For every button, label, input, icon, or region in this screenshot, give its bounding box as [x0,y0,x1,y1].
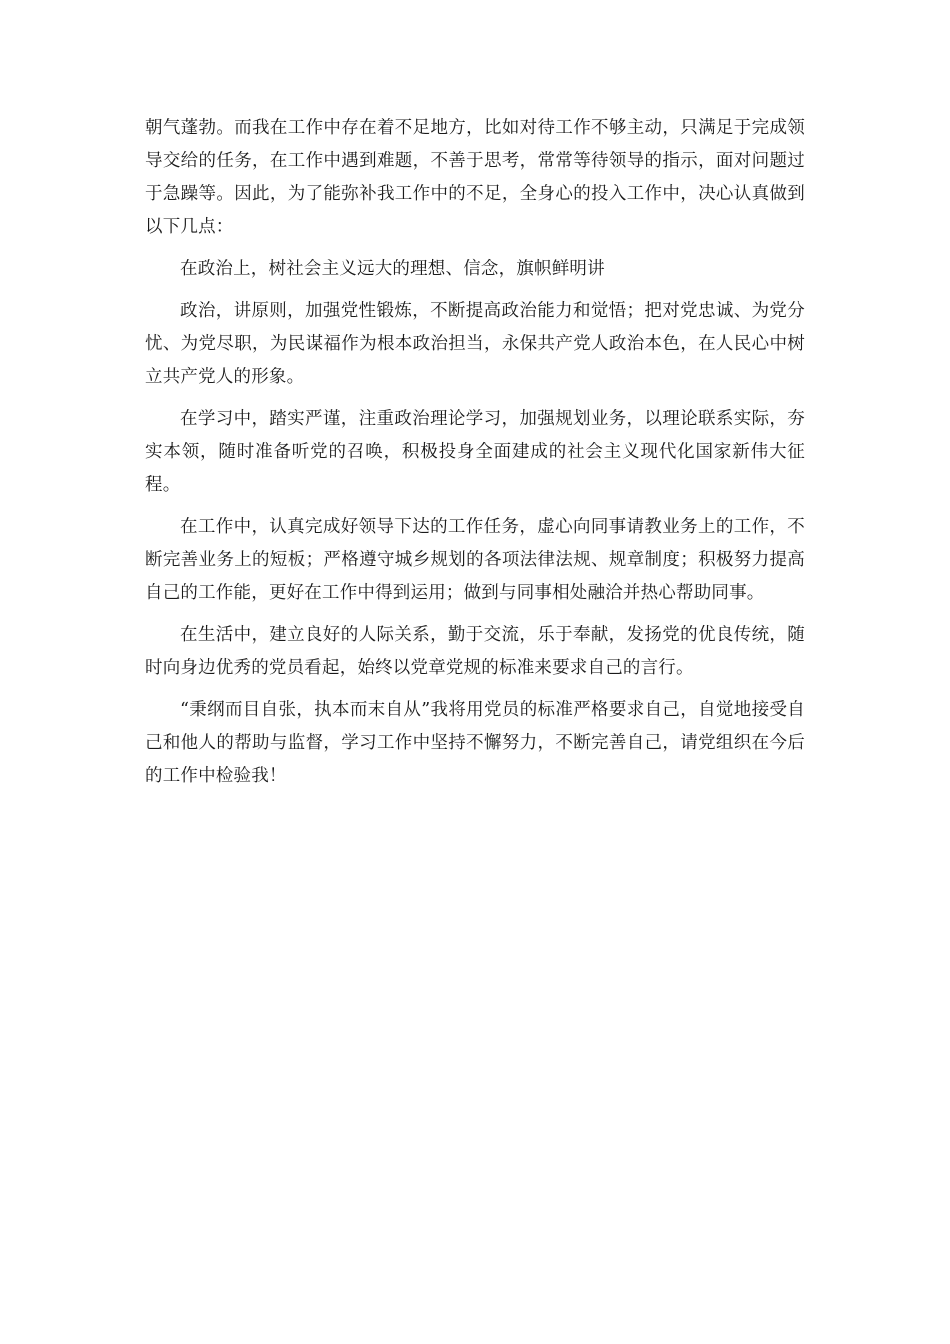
document-body [145,112,805,802]
paragraph-work: 在工作中，认真完成好领导下达的工作任务，虚心向同事请教业务上的工作，不断完善业务上的短板；严格遵守城乡规划的各项法律法规、规章制度；积极努力提高自己的工作能，更好在工作中得到运用；做到与同事相处融洽并热心帮助同事。 [145,517,805,603]
paragraph-conclusion: “秉纲而目自张，执本而末自从”我将用党员的标准严格要求自己，自觉地接受自己和他人的帮助与监督，学习工作中坚持不懈努力，不断完善自己，请党组织在今后的工作中检验我！ [145,700,805,786]
paragraph-life: 在生活中，建立良好的人际关系，勤于交流，乐于奉献，发扬党的优良传统，随时向身边优秀的党员看起，始终以党章党规的标准来要求自己的言行。 [145,625,805,678]
paragraph-political: 政治，讲原则，加强党性锻炼，不断提高政治能力和觉悟；把对党忠诚、为党分忧、为党尽职，为民谋福作为根本政治担当，永保共产党人政治本色，在人民心中树立共产党人的形象。 [145,301,805,387]
paragraph-study: 在学习中，踏实严谨，注重政治理论学习，加强规划业务，以理论联系实际，夯实本领，随时准备听党的召唤，积极投身全面建成的社会主义现代化国家新伟大征程。 [145,409,805,495]
paragraph-continuation: 朝气蓬勃。而我在工作中存在着不足地方，比如对待工作不够主动，只满足于完成领导交给的任务，在工作中遇到难题，不善于思考，常常等待领导的指示，面对问题过于急躁等。因此，为了能弥补我工作中的不足，全身心的投入工作中，决心认真做到以下几点： [145,118,805,237]
paragraph-political-heading: 在政治上，树社会主义远大的理想、信念，旗帜鲜明讲 [180,259,605,279]
